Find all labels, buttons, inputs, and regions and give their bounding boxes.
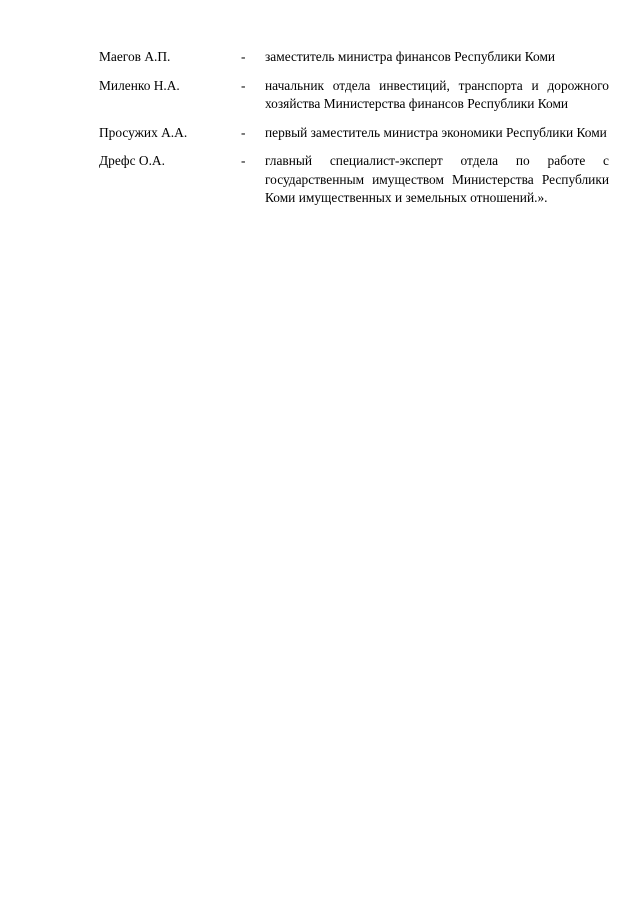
- member-entry: [99, 77, 609, 114]
- commission-member-list: [99, 48, 609, 208]
- member-position: главный специалист-эксперт отдела по работе с государственным имуществом Министерства Республики Коми имущественных и земельных отношений.».: [265, 153, 609, 205]
- member-position: начальник отдела инвестиций, транспорта и дорожного хозяйства Министерства финансов Республики Коми: [265, 77, 609, 111]
- member-name: Миленко Н.А.: [99, 77, 180, 93]
- member-position: первый заместитель министра экономики Республики Коми: [265, 124, 607, 140]
- member-entry: [99, 152, 609, 208]
- separator-dash: -: [241, 124, 246, 140]
- separator-dash: -: [241, 153, 246, 168]
- member-name: Маегов А.П.: [99, 49, 171, 64]
- member-name: Просужих А.А.: [99, 124, 188, 140]
- separator-dash: -: [241, 49, 246, 64]
- member-entry: [99, 124, 609, 143]
- member-entry: [99, 48, 609, 67]
- member-name: Дрефс О.А.: [99, 153, 165, 168]
- separator-dash: -: [241, 77, 246, 93]
- member-position: заместитель министра финансов Республики Коми: [265, 49, 556, 64]
